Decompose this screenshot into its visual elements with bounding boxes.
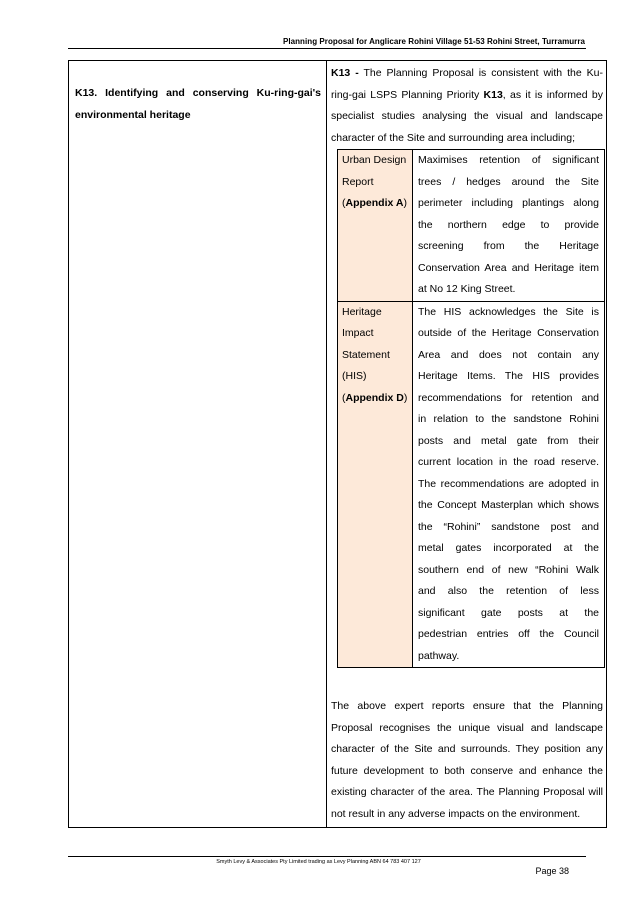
desc-line: the northern edge to provide <box>418 218 599 231</box>
desc-line: Heritage Items. The HIS provides <box>418 370 599 382</box>
consistency-table <box>68 60 607 828</box>
intro-bold-ref: K13 <box>483 88 503 101</box>
response-cell <box>331 61 603 820</box>
study-row-heritage <box>338 302 604 668</box>
desc-line: The recommendations are adopted in <box>418 477 599 490</box>
page-number: Page 38 <box>535 866 569 876</box>
desc-line: at No 12 King Street. <box>418 283 516 295</box>
desc-line: screening from the Heritage <box>418 240 599 252</box>
desc-line: perimeter including plantings along <box>418 197 599 209</box>
intro-paragraph <box>331 61 603 149</box>
study-label-cell: Heritage Impact Statement (HIS) (Appendix D) <box>338 302 413 668</box>
desc-line: the “Rohini” sandstone post and <box>418 520 599 533</box>
intro-text-after: , as it is informed by specialist studies analysing the visual and landscape character of the Site and surrounding area including; <box>331 88 603 144</box>
study-description <box>413 302 604 668</box>
page-header-title: Planning Proposal for Anglicare Rohini Village 51-53 Rohini Street, Turramurra <box>282 37 585 46</box>
desc-line: The HIS acknowledges the Site is <box>418 305 599 318</box>
footer-rule <box>68 856 586 857</box>
priority-heading: K13. Identifying and conserving Ku-ring-gai's environmental heritage <box>75 87 321 121</box>
intro-code: K13 - <box>331 67 359 79</box>
desc-line: southern end of new “Rohini Walk <box>418 563 599 576</box>
desc-line: outside of the Heritage Conservation <box>418 327 599 339</box>
desc-line: Conservation Area and Heritage item <box>418 261 599 274</box>
desc-line: pedestrian entries off the Council <box>418 628 599 640</box>
desc-line: pathway. <box>418 649 460 662</box>
desc-line: trees / hedges around the Site <box>418 175 599 188</box>
desc-line: recommendations for retention and <box>418 391 599 404</box>
desc-line: significant gate posts at the <box>418 606 599 619</box>
desc-line: in relation to the sandstone Rohini <box>418 413 599 425</box>
study-appendix: Appendix A <box>345 197 404 209</box>
study-description <box>413 150 604 301</box>
desc-line: and also the retention of less <box>418 585 599 597</box>
desc-line: Area and does not contain any <box>418 348 599 361</box>
desc-line: Maximises retention of significant <box>418 154 599 166</box>
study-appendix: Appendix D <box>345 391 404 404</box>
header-rule <box>68 48 586 49</box>
intro-text-before: The Planning Proposal is consistent with the Ku-ring-gai LSPS Planning Priority <box>331 67 603 101</box>
study-label-cell: Urban Design Report (Appendix A) <box>338 150 413 301</box>
desc-line: posts and metal gate from their <box>418 434 599 447</box>
studies-table <box>337 149 605 668</box>
conclusion-paragraph: The above expert reports ensure that the Planning Proposal recognises the unique visual and landscape character of the Site and surrounds. They position any future development to both conserve and enhance the existing character of the area. The Planning Proposal will not result in any adverse impacts on the environment. <box>331 700 603 820</box>
desc-line: metal gates incorporated at the <box>418 542 599 554</box>
footer-company: Smyth Levy & Associates Pty Limited trading as Levy Planning ABN 64 783 407 127 <box>216 859 421 865</box>
column-divider <box>326 61 327 827</box>
study-row-urban-design <box>338 150 604 302</box>
desc-line: the Concept Masterplan which shows <box>418 499 599 511</box>
desc-line: current location in the road reserve. <box>418 456 599 468</box>
study-label: Urban Design Report <box>342 154 407 188</box>
study-label: Heritage Impact Statement (HIS) <box>342 305 390 382</box>
